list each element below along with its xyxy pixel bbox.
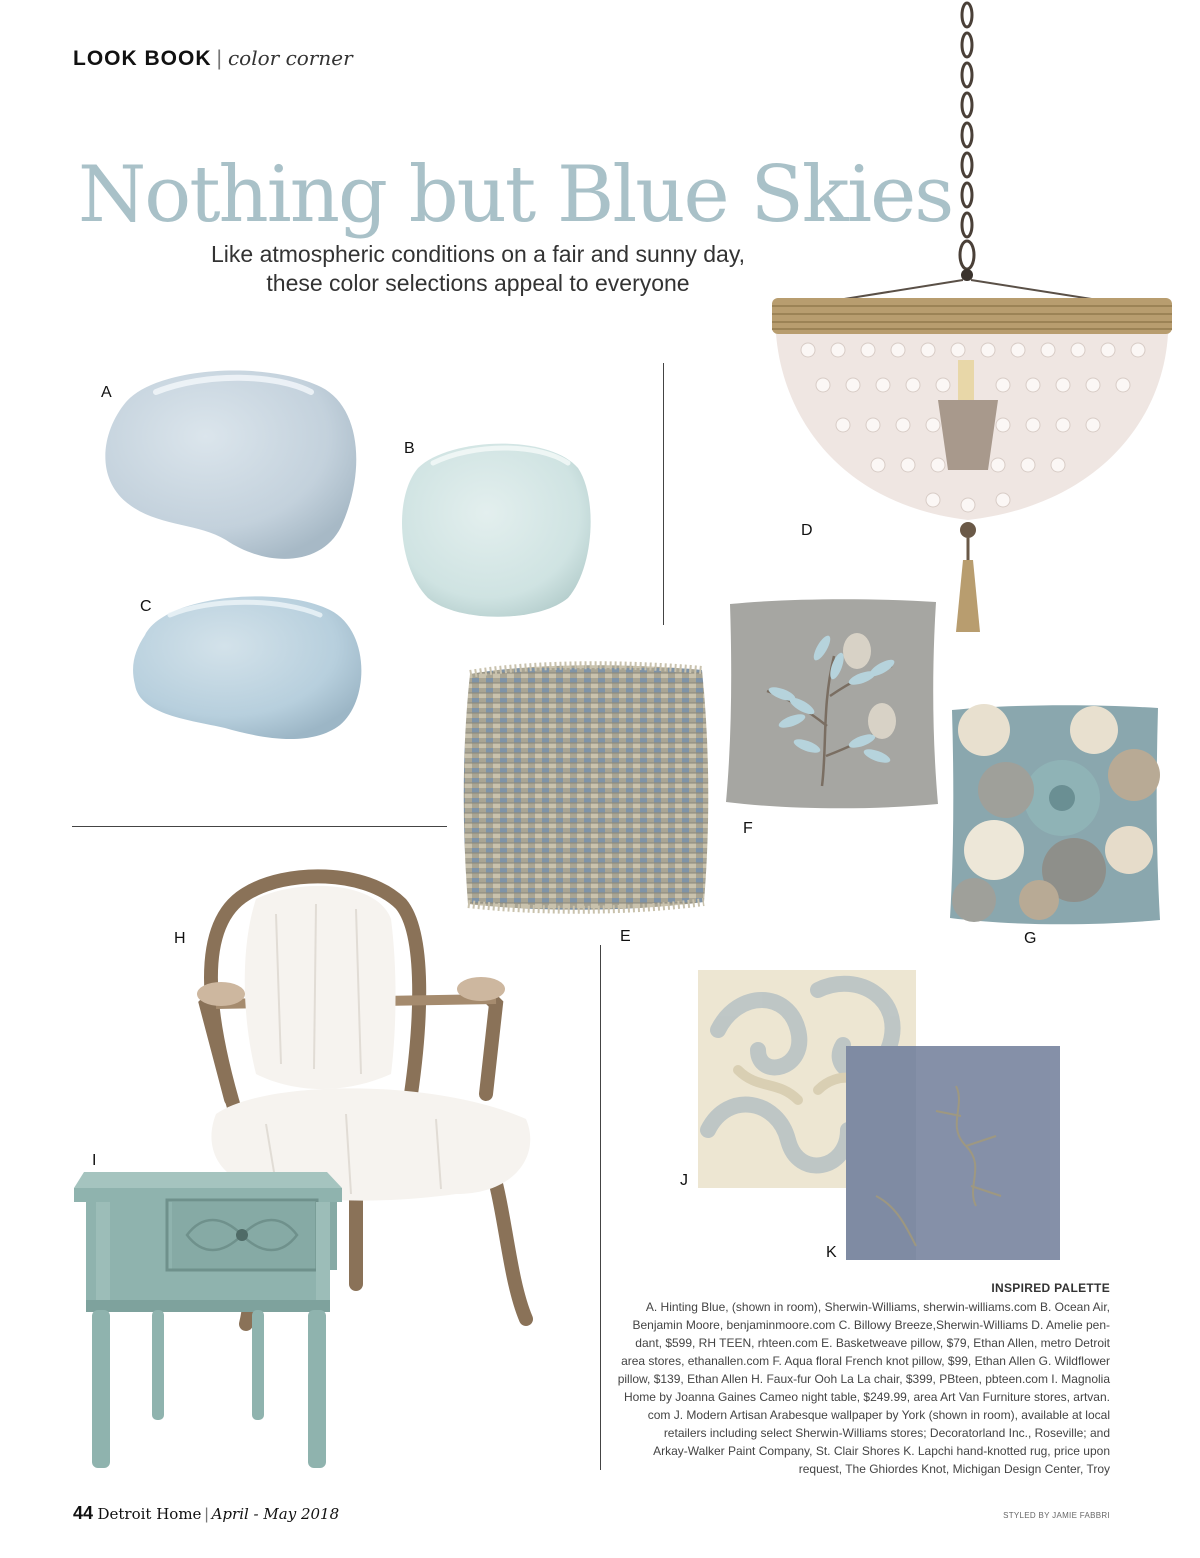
magazine-name: Detroit Home [97, 1505, 202, 1523]
palette-line: dant, $599, RH TEEN, rhteen.com E. Basketweave pillow, $79, Ethan Allen, metro Detroit [635, 1336, 1110, 1350]
label-h: H [174, 930, 186, 947]
subtitle-line-1: Like atmospheric conditions on a fair and sunny day, [211, 241, 745, 267]
palette-line: A. Hinting Blue, (shown in room), Sherwin-Williams, sherwin-williams.com B. Ocean Air, [645, 1300, 1110, 1314]
palette-line: pillow, $139, Ethan Allen H. Faux-fur Ooh La La chair, $399, PBteen, pbteen.com I. Magnolia [617, 1372, 1110, 1386]
page-footer [73, 1503, 339, 1524]
divider-horizontal [72, 826, 447, 827]
page-number: 44 [73, 1503, 94, 1523]
paint-swatch-c [130, 590, 366, 740]
label-a: A [101, 384, 112, 401]
label-g: G [1024, 930, 1037, 947]
label-e: E [620, 928, 631, 945]
wildflower-pillow-image [944, 700, 1166, 928]
label-d: D [801, 522, 813, 539]
palette-line: request, The Ghiordes Knot, Michigan Design Center, Troy [798, 1462, 1110, 1476]
cameo-night-table-image [72, 1160, 344, 1472]
paint-swatch-a [96, 362, 362, 562]
section-name: LOOK BOOK [73, 47, 212, 70]
palette-line: area stores, ethanallen.com F. Aqua floral French knot pillow, $99, Ethan Allen G. Wildflower [621, 1354, 1110, 1368]
label-k: K [826, 1244, 837, 1261]
palette-line: Home by Joanna Gaines Cameo night table, $249.99, area Art Van Furniture stores, artvan. [623, 1390, 1110, 1404]
section-header [73, 46, 353, 71]
palette-line: retailers including select Sherwin-Williams stores; Decoratorland Inc., Roseville; and [663, 1426, 1110, 1440]
amelie-pendant-image [768, 0, 1188, 640]
lapchi-rug-image [846, 1046, 1060, 1260]
label-j: J [680, 1172, 688, 1189]
paint-swatch-b [398, 438, 594, 618]
divider-vertical-top [663, 363, 664, 625]
header-separator: | [216, 47, 223, 70]
page-subtitle [128, 240, 828, 298]
stylist-credit: STYLED BY JAMIE FABBRI [1003, 1511, 1110, 1520]
subtitle-line-2: these color selections appeal to everyone [266, 270, 690, 296]
label-b: B [404, 440, 415, 457]
palette-line: Benjamin Moore, benjaminmoore.com C. Billowy Breeze,Sherwin-Williams D. Amelie pen- [632, 1318, 1110, 1332]
subsection-name: color corner [227, 46, 353, 70]
palette-line: Arkay-Walker Paint Company, St. Clair Shores K. Lapchi hand-knotted rug, price upon [653, 1444, 1110, 1458]
divider-vertical-bottom [600, 945, 601, 1470]
label-c: C [140, 598, 152, 615]
issue-date: April - May 2018 [211, 1505, 340, 1523]
footer-separator: | [204, 1506, 209, 1523]
label-f: F [743, 820, 753, 837]
palette-heading: INSPIRED PALETTE [991, 1281, 1110, 1295]
palette-credits [610, 1298, 1110, 1478]
label-i: I [92, 1152, 97, 1169]
aqua-floral-pillow-image [722, 596, 942, 810]
page-title: Nothing but Blue Skies [78, 150, 953, 240]
palette-line: com J. Modern Artisan Arabesque wallpaper by York (shown in room), available at local [647, 1408, 1110, 1422]
